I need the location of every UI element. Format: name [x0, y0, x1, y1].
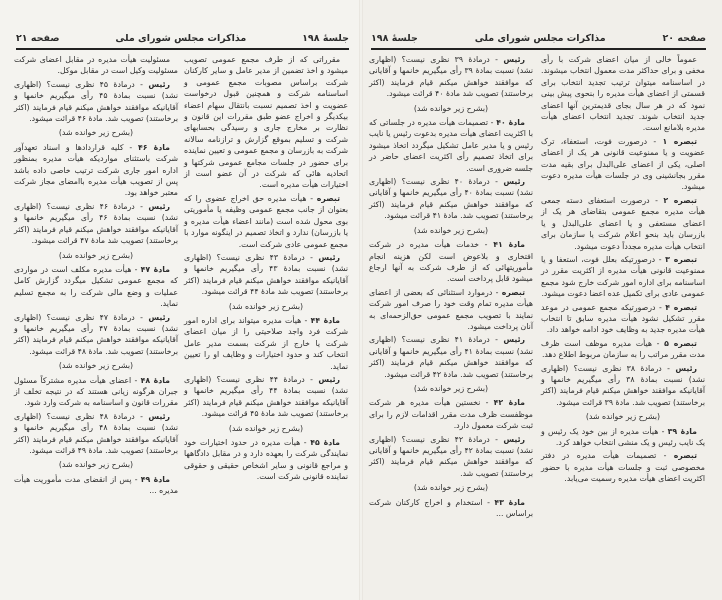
paragraph-text: - کلیه قراردادها و اسناد تعهدآور شرکت باستثنای مواردیکه هیأت مدیره بمنظور اداره امور جاری شرکت ترتیب خاصی داده باشد پس از تصویب هیأت مدیره باامضای مجاز شرکت معتبر خواهد بود. [14, 142, 178, 198]
paragraph-text: (بشرح زیر خوانده شد) [228, 301, 304, 311]
paragraph-text: - هیأت مدیره در حدود اختیارات خود نمایندگی شرکت را بعهده دارد و در مقابل دادگاهها و مراجع قانونی و سایر اشخاص حقیقی و حقوقی نماینده قانونی شرکت است. [184, 438, 348, 482]
right-page [361, 0, 722, 600]
paragraph-text: - هیأت مدیره موظف است ظرف مدت مقرر مراتب را به سازمان مربوط اطلاع دهد. [541, 338, 705, 360]
paragraph [369, 287, 533, 333]
paragraph-text: - پس از انقضای مدت مأموریت هیأت مدیره ... [14, 474, 178, 496]
paragraph [14, 264, 178, 310]
paragraph-text: - هیأت مدیره میتواند برای اداره امور شرکت فرد واجد صلاحیتی را از میان اعضای شرکت یا خارج از شرکت بسمت مدیر عامل انتخاب کند و حدود اختیارات و وظایف او را تعیین نماید. [184, 315, 348, 371]
paragraph-lead: مادهٔ ۳۹ [667, 426, 698, 436]
paragraph-text: - درمادهٔ ۴۷ نظری نیست؟ (اظهاری نشد) نسبت بمادهٔ ۴۷ رأی میگیریم خانمها و آقایانیکه موافقند خواهش میکنم قیام فرمایند (اکثر برخاستند) تصویب شد. مادهٔ ۴۸ قرائت میشود. [14, 312, 178, 356]
paragraph [184, 374, 348, 420]
paragraph-lead: رئیس [503, 177, 525, 187]
paragraph-text: - استخدام و اخراج کارکنان شرکت براساس ... [369, 497, 533, 519]
paragraph-lead: تبصره [501, 287, 525, 297]
paragraph-text: - درمادهٔ ۳۸ نظری نیست؟ (اظهاری نشد) نسبت بمادهٔ ۳۸ رأی میگیریم خانمها و آقایانیکه موافقند خواهش میکنم قیام فرمایند (اکثر برخاستند) تصویب شد. مادهٔ ۳۹ قرائت میشود. [541, 363, 705, 407]
paragraph-text: (بشرح زیر خوانده شد) [58, 460, 134, 470]
paragraph-lead: مادهٔ ۴۸ [140, 375, 170, 385]
paragraph [541, 450, 705, 484]
page-header [371, 31, 706, 50]
paragraph-text: مسئولیت هیأت مدیره در مقابل اعضای شرکت مسئولیت وکیل است در مقابل موکل. [14, 55, 178, 76]
paragraph [541, 363, 705, 409]
paragraph-lead: رئیس [318, 252, 340, 262]
paragraph [14, 79, 178, 125]
paragraph [369, 117, 533, 174]
paragraph-lead: تبصره [673, 451, 697, 461]
paragraph-lead: تبصره ۱ [662, 136, 697, 146]
paragraph [541, 338, 705, 361]
page-number: جلسهٔ ۱۹۸ [371, 32, 418, 44]
page-header [16, 31, 349, 50]
paragraph [14, 142, 178, 199]
paragraph-lead: مادهٔ ۴۲ [493, 398, 525, 408]
paragraph-text: - درمادهٔ ۴۳ نظری نیست؟ (اظهاری نشد) نسبت بمادهٔ ۴۳ رأی میگیریم خانمها و آقایانیکه موافقند خواهش میکنم قیام فرمایند (اکثر برخاستند) تصویب شد مادهٔ ۴۴ قرائت میشود. [184, 252, 348, 297]
paragraph-text: (بشرح زیر خوانده شد) [413, 483, 489, 493]
paragraph-text: - تصمیمات هیأت مدیره در جلساتی که با اکثریت اعضای هیأت مدیره بدعوت رئیس یا نایب رئیس و یا مدیر عامل تشکیل میگردد اتخاذ میشود برای اتخاذ تصمیم رأی اکثریت اعضای حاضر در جلسه ضروری است. [369, 118, 533, 173]
reading-note [369, 482, 533, 493]
paragraph-text: (بشرح زیر خوانده شد) [58, 128, 134, 138]
paragraph-text: (بشرح زیر خوانده شد) [413, 225, 489, 235]
paragraph [369, 434, 533, 480]
paragraph-text: (بشرح زیر خوانده شد) [413, 383, 489, 393]
paragraph [14, 54, 178, 77]
text-column-right [184, 54, 348, 485]
paragraph-text: - نخستین هیأت مدیره هر شرکت موظفست ظرف مدت مقرر اقدامات لازم را برای ثبت شرکت معمول دارد. [369, 398, 533, 431]
paragraph-text: - درصورتیکه بعلل فوت، استعفا و یا ممنوعیت قانونی هیأت مدیره از اکثریت مقرر در اساسنامه برای اداره امور شرکت خارج شود مجمع عمومی عادی برای تکمیل عده اعضا دعوت میشود. [541, 254, 705, 299]
paragraph-text: - درصورتیکه مجمع عمومی در موعد مقرر تشکیل نشود هیأت مدیره سابق تا انتخاب هیأت مدیره جدید به وظایف خود ادامه خواهد داد. [541, 302, 705, 335]
page-number: صفحه ۲۱ [16, 32, 60, 44]
paragraph [541, 195, 705, 252]
paragraph-text: - درمادهٔ ۴۲ نظری نیست؟ (اظهاری نشد) نسبت بمادهٔ ۴۲ رأی میگیریم خانمها و آقایانی که موافقند خواهش میکنم قیام فرمایند (اکثر برخاستند) تصویب شد. [369, 434, 533, 478]
paragraph-lead: رئیس [148, 411, 170, 421]
paragraph [369, 176, 533, 222]
paragraph-text: - درمادهٔ ۴۵ نظری نیست؟ (اظهاری نشد) نسبت بمادهٔ ۴۵ رأی میگیریم خانمها و آقایانیکه موافقند خواهش میکنم قیام فرمایند (اکثر برخاستند) تصویب شد. مادهٔ ۴۶ قرائت میشود. [14, 79, 178, 124]
paragraph [369, 497, 533, 520]
paragraph-lead: تبصره ۲ [663, 195, 697, 205]
paragraph-text: - درمادهٔ ۴۶ نظری نیست؟ (اظهاری نشد) نسبت بمادهٔ ۴۶ رأی میگیریم خانمها و آقایانیکه موافقند خواهش میکنم قیام فرمایند (اکثر برخاستند) تصویب شد مادهٔ ۴۷ قرائت میشود. [14, 201, 178, 246]
paragraph-text: - درمادهٔ ۴۰ نظری نیست؟ (اظهاری نشد) نسبت بمادهٔ ۴۰ رأی میگیریم خانمها و آقایانی که موافقند خواهش میکنم قیام فرمایند (اکثر برخاستند) تصویب شد. مادهٔ ۴۱ قرائت میشود. [369, 177, 533, 221]
session-number: صفحه ۲۰ [662, 32, 706, 44]
paragraph [369, 334, 533, 380]
reading-note [369, 383, 533, 394]
paragraph-text: - خدمات هیأت مدیره در شرکت افتخاری و بلاعوض است لکن هزینه انجام مأموریتهائی که از طرف شرکت به آنها ارجاع میشود قابل پرداخت است. [369, 240, 533, 284]
paragraph-lead: رئیس [503, 434, 525, 444]
reading-note [541, 411, 705, 422]
paragraph-lead: مادهٔ ۴۶ [138, 142, 170, 152]
paragraph-lead: مادهٔ ۴۵ [310, 438, 341, 447]
paragraph [541, 54, 705, 134]
paragraph-lead: مادهٔ ۴۹ [140, 474, 170, 484]
paragraph-text: - هیأت مدیره از بین خود یک رئیس و یک نایب رئیس و یک منشی انتخاب خواهد کرد. [541, 426, 705, 447]
text-column-right [541, 54, 705, 487]
paragraph [184, 437, 348, 483]
text-column-left [369, 54, 533, 521]
paragraph-text: - هیأت مدیره حق اخراج عضوی را که بعنوان از جانب مجمع عمومی وظیفه یا مأموریتی بوی محول شده است (مانند اعضاء هیأت مدیره و یا بازرسان) ندارد و اتخاذ تصمیم در اینگونه موارد با مجمع عمومی عادی شرکت است. [184, 193, 348, 249]
paragraph-text: (بشرح زیر خوانده شد) [228, 423, 304, 433]
paragraph [184, 193, 348, 250]
paragraph [184, 252, 348, 298]
paragraph-lead: مادهٔ ۴۷ [140, 264, 170, 274]
paragraph [14, 312, 178, 358]
paragraph [184, 315, 348, 372]
paragraph-lead: مادهٔ ۴۰ [496, 118, 526, 128]
paragraph [369, 54, 533, 100]
paragraph-lead: رئیس [148, 312, 170, 322]
paragraph-text: - درمادهٔ ۴۴ نظری نیست؟ (اظهاری نشد) نسبت بمادهٔ ۴۴ رأی میگیریم خانمها و آقایانیکه موافقند خواهش میکنم قیام فرمایند (اکثر برخاستند) تصویب شد مادهٔ ۴۵ قرائت میشود. [184, 374, 348, 419]
paragraph-text: - درمادهٔ ۴۱ نظری نیست؟ (اظهاری نشد) نسبت بمادهٔ ۴۱ رأی میگیریم خانمها و آقایانی که موافقند خواهش میکنم قیام فرمایند (اکثر برخاستند) تصویب شد. مادهٔ ۴۲ قرائت میشود. [369, 335, 533, 379]
paragraph-text: (بشرح زیر خوانده شد) [413, 103, 489, 113]
paragraph [541, 426, 705, 449]
paragraph [541, 136, 705, 193]
reading-note [14, 250, 178, 261]
paragraph-text: - درمادهٔ ۴۸ نظری نیست؟ (اظهاری نشد) نسبت بمادهٔ ۴۸ رأی میگیریم خانمها و آقایانیکه موافقند خواهش میکنم قیام فرمایند (اکثر برخاستند) تصویب شد. مادهٔ ۴۹ قرائت میشود. [14, 411, 178, 455]
paragraph-text: - درصورت فوت، استعفاء، ترک عضویت و یا ممنوعیت قانونی هر یک از اعضای اصلی، یکی از اعضای علی‌البدل برای بقیه مدت مقرر بجانشینی وی در جلسات هیأت مدیره دعوت میشود. [541, 136, 705, 192]
paragraph-lead: رئیس [675, 363, 697, 373]
paragraph-text: عموماً خالی از میان اعضای شرکت با رأی مخفی و برای حداکثر مدت معمول انتخاب میشوند. در اساسنامه میتوان ترتیب تجدید انتخاب برای قسمتی از اعضای هیأت مدیره را بنحوی پیش بینی نمود که در هر سال بجای قدیمترین آنها اعضای جدید انتخاب شوند. تجدید انتخاب اعضای هیأت مدیره بلامانع است. [541, 55, 705, 133]
paragraph-text: (بشرح زیر خوانده شد) [58, 361, 134, 371]
reading-note [184, 423, 348, 434]
publication-title: مذاکرات مجلس شورای ملی [474, 32, 606, 44]
reading-note [369, 225, 533, 236]
publication-title: مذاکرات مجلس شورای ملی [115, 32, 247, 44]
paragraph [14, 474, 178, 497]
paragraph-text: مقرراتی که از طرف مجمع عمومی تصویب میشود و اخذ تضمین از مدیر عامل و سایر کارکنان شرکت براساس مصوبات مجمع عمومی و اساسنامه شرکت و همچنین قبول درخواست عضویت و اخذ تصمیم نسبت بانتقال سهام اعضاء بیکدیگر و اخراج عضو طبق مقررات این قانون و نظارت بر مخارج جاری و رسیدگی بحسابهای شرکت و تسلیم بموقع گزارش و ترازنامه سالانه شرکت به بازرسان و مجمع عمومی و تعیین نماینده برای حضور در جلسات مجامع عمومی شرکتها و اتحادیه هائی که شرکت در آن عضو است از اختیارات هیأت مدیره است. [184, 55, 348, 190]
paragraph-text: - درموارد استثنائی که بعضی از اعضای هیأت مدیره تمام وقت خود را صرف امور شرکت نمایند با تصویب مجمع عمومی حق‌الزحمه‌ای به آنان پرداخت میشود. [369, 287, 533, 331]
paragraph [369, 397, 533, 431]
session-number: جلسهٔ ۱۹۸ [302, 32, 349, 44]
paragraph-text: - درصورت استعفای دسته جمعی هیأت مدیره مجمع عمومی بتقاضای هر یک از اعضای مستعفی و یا اعضای علی‌البدل و یا بازرسان باید بنحو اعلام شرکت یا سازمان برای انتخاب هیأت مدیره مجدداً دعوت میشود. [541, 195, 705, 251]
paragraph-lead: تبصره [316, 193, 340, 203]
paragraph-lead: تبصره ۴ [665, 302, 697, 312]
reading-note [14, 127, 178, 138]
reading-note [369, 103, 533, 114]
paragraph-text: (بشرح زیر خوانده شد) [58, 250, 134, 260]
paragraph-lead: رئیس [148, 201, 170, 211]
paragraph-lead: مادهٔ ۴۱ [493, 240, 525, 250]
reading-note [184, 301, 348, 312]
paragraph-text: - درمادهٔ ۳۹ نظری نیست؟ (اظهاری نشد) نسبت بمادهٔ ۳۹ رأی میگیریم خانمها و آقایانی که موافقند خواهش میکنم قیام فرمایند (اکثر برخاستند) تصویب شد مادهٔ ۴۰ قرائت میشود. [369, 55, 533, 99]
paragraph-lead: رئیس [148, 79, 170, 89]
book-spine [359, 0, 363, 600]
paragraph-lead: تبصره ۳ [665, 254, 698, 264]
paragraph-text: - هیأت مدیره مکلف است در مواردی که مجمع عمومی تشکیل میگردد گزارش کامل عملیات و وضع مالی شرکت را به مجمع تسلیم نماید. [14, 264, 178, 309]
paragraph-lead: مادهٔ ۴۴ [310, 315, 340, 325]
paragraph-lead: رئیس [503, 55, 525, 64]
reading-note [14, 459, 178, 470]
paragraph [14, 201, 178, 247]
text-column-left [14, 54, 178, 499]
paragraph [541, 302, 705, 336]
paragraph-text: - تصمیمات هیأت مدیره در دفتر مخصوصی ثبت و جلسات هیأت مدیره با حضور اکثریت اعضای هیأت مدیره رسمیت می‌یابد. [541, 451, 705, 484]
paragraph-lead: مادهٔ ۴۳ [494, 497, 525, 507]
paragraph-lead: رئیس [318, 374, 340, 384]
paragraph-lead: تبصره ۵ [664, 338, 697, 348]
reading-note [14, 360, 178, 371]
paragraph [184, 54, 348, 191]
paragraph-lead: رئیس [503, 335, 525, 345]
paragraph-text: - اعضای هیأت مدیره مشترکاً مسئول جبران هرگونه زیانی هستند که در نتیجه تخلف از مقررات قانون و اساسنامه به شرکت وارد شود. [14, 375, 178, 408]
paragraph [14, 375, 178, 409]
paragraph [541, 254, 705, 300]
paragraph [14, 411, 178, 457]
paragraph-text: (بشرح زیر خوانده شد) [585, 412, 661, 422]
paragraph [369, 239, 533, 285]
